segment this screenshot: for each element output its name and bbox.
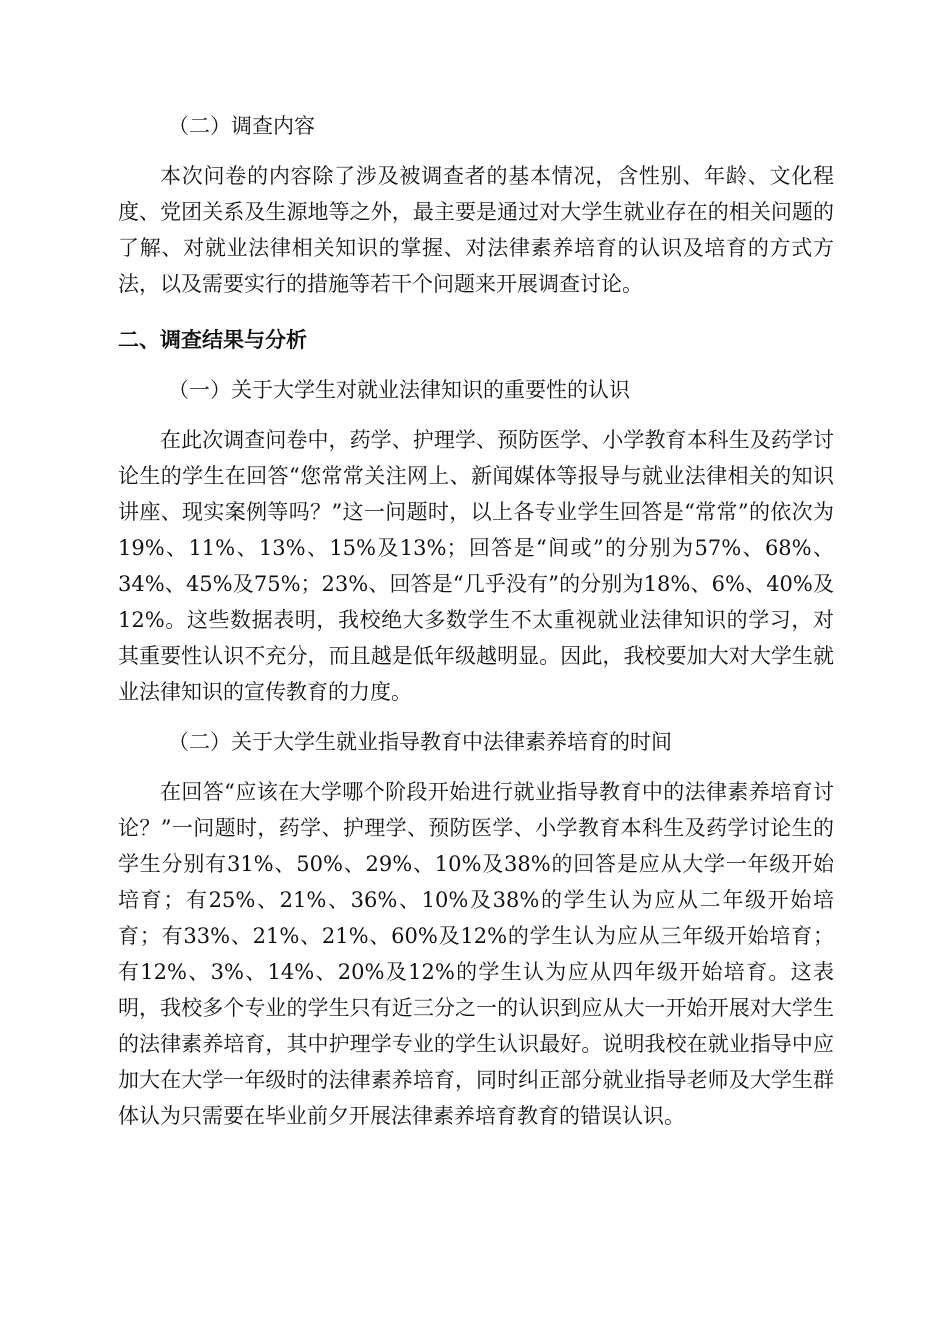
subheading-importance: （一）关于大学生对就业法律知识的重要性的认识 [168,378,630,402]
document-page [118,108,834,1134]
section-heading-results: 二、调查结果与分析 [118,328,307,352]
subheading-survey-content: （二）调查内容 [168,114,315,138]
paragraph-timing: 在回答“应该在大学哪个阶段开始进行就业指导教育中的法律素养培育讨论？”一问题时，药学、护理学、预防医学、小学教育本科生及药学讨论生的学生分别有31%、50%、29%、10%及38%的回答是应从大学一年级开始培育；有25%、21%、36%、10%及38%的学生认为应从二年级开始培育；有33%、21%、21%、60%及12%的学生认为应从三年级开始培育；有12%、3%、14%、20%及12%的学生认为应从四年级开始培育。这表明，我校多个专业的学生只有近三分之一的认识到应从大一开始开展对大学生的法律素养培育，其中护理学专业的学生认识最好。说明我校在就业指导中应加大在大学一年级时的法律素养培育，同时纠正部分就业指导老师及大学生群体认为只需要在毕业前夕开展法律素养培育教育的错误认识。 [118,780,834,1128]
paragraph-importance: 在此次调查问卷中，药学、护理学、预防医学、小学教育本科生及药学讨论生的学生在回答“您常常关注网上、新闻媒体等报导与就业法律相关的知识讲座、现实案例等吗？”这一问题时，以上各专业学生回答是“常常”的依次为19%、11%、13%、15%及13%；回答是“间或”的分别为57%、68%、34%、45%及75%；23%、回答是“几乎没有”的分别为18%、6%、40%及12%。这些数据表明，我校绝大多数学生不太重视就业法律知识的学习，对其重要性认识不充分，而且越是低年级越明显。因此，我校要加大对大学生就业法律知识的宣传教育的力度。 [118,428,834,704]
paragraph-survey-content: 本次问卷的内容除了涉及被调查者的基本情况，含性别、年龄、文化程度、党团关系及生源地等之外，最主要是通过对大学生就业存在的相关问题的了解、对就业法律相关知识的掌握、对法律素养培育的认识及培育的方式方法，以及需要实行的措施等若干个问题来开展调查讨论。 [118,164,834,296]
subheading-timing: （二）关于大学生就业指导教育中法律素养培育的时间 [168,730,672,754]
